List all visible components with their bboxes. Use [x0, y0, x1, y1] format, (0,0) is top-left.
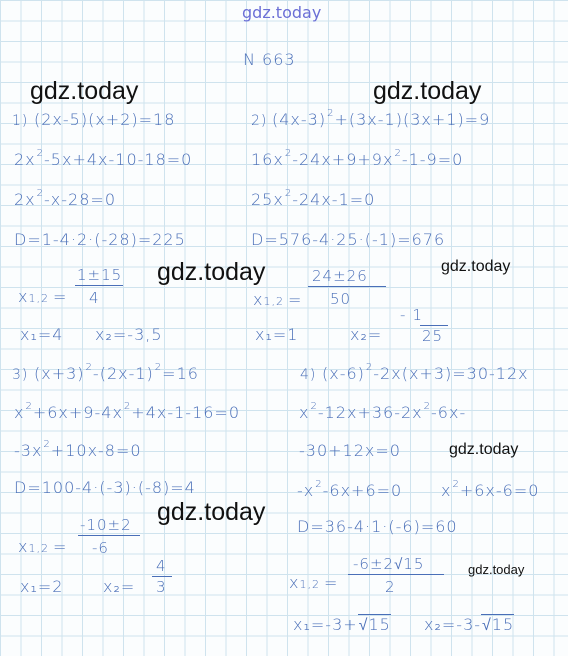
watermark: gdz.today [157, 258, 266, 286]
problem-2-denominator: 50 [330, 290, 352, 308]
fraction-bar [420, 325, 448, 326]
problem-4-label: 4) [300, 367, 317, 383]
problem-4-root-1: x₁=-3+√15 [293, 615, 391, 634]
problem-4-root-2: x₂=-3-√15 [424, 615, 515, 634]
problem-3-denominator: -6 [92, 539, 109, 557]
fraction-bar [78, 535, 140, 536]
problem-2-equation: $(4x-3)^2+(3x-1)(3x+1)=9$ [272, 108, 491, 129]
problem-4-roots-label: x1,2 = [289, 573, 339, 592]
problem-1-root-2: x₂=-3,5 [95, 325, 163, 344]
problem-1-roots-label: x1,2 = [18, 287, 68, 306]
watermark-top: gdz.today [242, 3, 322, 22]
problem-4-denominator: 2 [385, 578, 396, 596]
problem-1-label: 1) [12, 113, 29, 129]
watermark: gdz.today [441, 258, 511, 275]
problem-3-label: 3) [12, 367, 29, 383]
problem-3-step-2: $-3x^2+10x-8=0$ [14, 439, 142, 460]
problem-1-step-1: $2x^2-5x+4x-10-18=0$ [14, 148, 193, 169]
problem-2-roots-label: x1,2 = [253, 290, 303, 309]
problem-4-step-3: $-x^2-6x+6=0$ [297, 479, 403, 500]
problem-2-label: 2) [251, 113, 268, 129]
problem-3-root-2-denominator: 3 [156, 578, 167, 596]
problem-2-root-2-denominator: 25 [422, 327, 444, 345]
exercise-number: N 663 [243, 50, 296, 69]
problem-1-step-2: $2x^2-x-28=0$ [14, 188, 116, 209]
watermark: gdz.today [30, 77, 139, 105]
fraction-bar [308, 286, 386, 287]
problem-4-step-1: $x^2-12x+36-2x^2-6x-$ [299, 401, 467, 422]
problem-3-step-1: $x^2+6x+9-4x^2+4x-1-16=0$ [14, 401, 241, 422]
problem-2-step-2: $25x^2-24x-1=0$ [251, 188, 376, 209]
problem-1-denominator: 4 [89, 289, 100, 307]
problem-3-equation: $(x+3)^2-(2x-1)^2=16$ [34, 362, 199, 383]
problem-1-numerator: 1±15 [77, 266, 123, 284]
fraction-bar [152, 576, 172, 577]
problem-4-numerator: -6±2√15 [353, 555, 425, 573]
problem-2-step-1: $16x^2-24x+9+9x^2-1-9=0$ [251, 148, 464, 169]
watermark: gdz.today [449, 441, 519, 458]
fraction-bar [75, 285, 123, 286]
problem-3-root-2-numerator: 4 [156, 557, 167, 575]
problem-1-root-1: x₁=4 [20, 325, 64, 344]
problem-3-discriminant: D=100-4·(-3)·(-8)=4 [14, 478, 196, 497]
watermark: gdz.today [468, 562, 525, 577]
problem-3-root-1: x₁=2 [20, 577, 64, 596]
problem-2-root-1: x₁=1 [255, 325, 299, 344]
watermark: gdz.today [157, 498, 266, 526]
problem-3-root-2: x₂= [103, 577, 136, 596]
problem-2-numerator: 24±26 [312, 267, 368, 285]
problem-1-discriminant: D=1-4·2·(-28)=225 [14, 230, 186, 249]
problem-4-step-2: -30+12x=0 [299, 441, 401, 460]
problem-4-discriminant: D=36-4·1·(-6)=60 [297, 517, 458, 536]
problem-2-discriminant: D=576-4·25·(-1)=676 [251, 230, 446, 249]
problem-4-equation: $(x-6)^2-2x(x+3)=30-12x$ [322, 362, 529, 383]
problem-2-root-2: x₂= [350, 325, 383, 344]
problem-1-equation: (2x-5)(x+2)=18 [34, 110, 176, 129]
problem-3-roots-label: x1,2 = [18, 537, 68, 556]
fraction-bar [348, 574, 444, 575]
watermark: gdz.today [373, 77, 482, 105]
problem-2-root-2-numerator: - 1 [400, 306, 423, 324]
problem-4-step-3-normalized: $x^2+6x-6=0$ [441, 479, 540, 500]
problem-3-numerator: -10±2 [80, 516, 132, 534]
